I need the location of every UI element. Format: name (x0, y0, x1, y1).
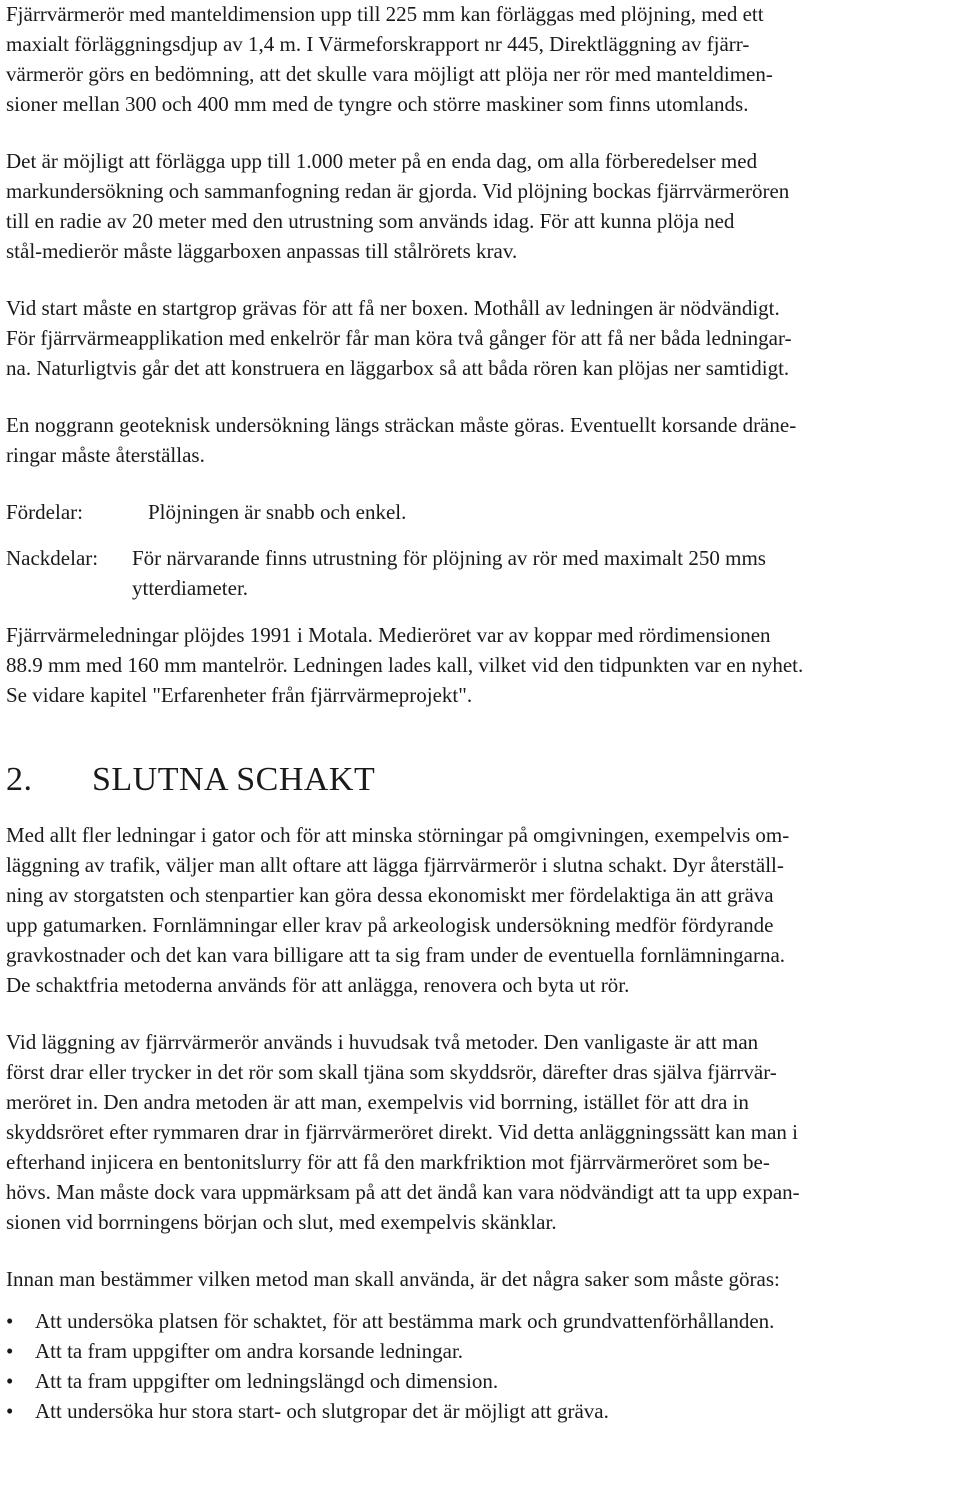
text-line: hövs. Man måste dock vara uppmärksam på att det ändå kan vara nödvändigt att ta upp expan- (6, 1180, 800, 1204)
disadvantages-row (6, 543, 954, 603)
advantages-term: Fördelar: (6, 500, 83, 524)
intro-paragraph (6, 0, 954, 119)
text-line: En noggrann geoteknisk undersökning längs sträckan måste göras. Eventuellt korsande dräne- (6, 413, 797, 437)
section-number: 2. (6, 761, 33, 798)
text-line: skyddsröret efter rymmaren drar in fjärrvärmeröret direkt. Vid detta anläggningssätt kan man i (6, 1120, 798, 1144)
text-line: För närvarande finns utrustning för plöjning av rör med maximalt 250 mms (132, 546, 766, 570)
text-line: Fjärrvärmeledningar plöjdes 1991 i Motala. Medieröret var av koppar med rördimensionen (6, 623, 771, 647)
geotechnical-paragraph (6, 410, 954, 470)
text-line: maxialt förläggningsdjup av 1,4 m. I Värmeforskrapport nr 445, Direktläggning av fjärr- (6, 32, 750, 56)
text-line: De schaktfria metoderna används för att anlägga, renovera och byta ut rör. (6, 973, 630, 997)
list-item (6, 1306, 954, 1336)
text-line: na. Naturligtvis går det att konstruera en läggarbox så att båda rören kan plöjas ner samtidigt. (6, 356, 790, 380)
closed-trench-paragraph (6, 820, 954, 1000)
list-item-text: Att ta fram uppgifter om andra korsande ledningar. (35, 1339, 464, 1363)
bullet-icon: • (6, 1339, 14, 1363)
text-line: Det är möjligt att förlägga upp till 1.000 meter på en enda dag, om alla förberedelser med (6, 149, 758, 173)
list-item-text: Att undersöka hur stora start- och slutgropar det är möjligt att gräva. (35, 1399, 609, 1423)
disadvantages-value (132, 543, 766, 603)
text-line: meröret in. Den andra metoden är att man, exempelvis vid borrning, istället för att dra in (6, 1090, 749, 1114)
text-line: läggning av trafik, väljer man allt oftare att lägga fjärrvärmerör i slutna schakt. Dyr återställ- (6, 853, 784, 877)
section-heading (6, 760, 954, 800)
list-item-text: Att undersöka platsen för schaktet, för att bestämma mark och grundvattenförhållanden. (35, 1309, 775, 1333)
text-line: Se vidare kapitel "Erfarenheter från fjärrvärmeprojekt". (6, 683, 473, 707)
text-line: ytterdiameter. (132, 576, 249, 600)
text-line: sionen vid borrningens början och slut, med exempelvis skänklar. (6, 1210, 557, 1234)
section-title: SLUTNA SCHAKT (92, 761, 376, 798)
text-line: ringar måste återställas. (6, 443, 205, 467)
text-line: stål-medierör måste läggarboxen anpassas till stålrörets krav. (6, 239, 518, 263)
text-line: värmerör görs en bedömning, att det skulle vara möjligt att plöja ner rör med manteldimen- (6, 62, 773, 86)
list-item-text: Att ta fram uppgifter om ledningslängd och dimension. (35, 1369, 499, 1393)
text-line: För fjärrvärmeapplikation med enkelrör får man köra två gånger för att få ner båda ledningar- (6, 326, 792, 350)
text-line: efterhand injicera en bentonitslurry för att få den markfriktion mot fjärrvärmeröret som be- (6, 1150, 770, 1174)
bullet-icon: • (6, 1309, 14, 1333)
preparation-list (6, 1306, 954, 1426)
list-item (6, 1396, 954, 1426)
methods-paragraph (6, 1027, 954, 1237)
text-line: sioner mellan 300 och 400 mm med de tyngre och större maskiner som finns utomlands. (6, 92, 749, 116)
text-line: till en radie av 20 meter med den utrustning som används idag. För att kunna plöja ned (6, 209, 735, 233)
text-line: Med allt fler ledningar i gator och för att minska störningar på omgivningen, exempelvis om- (6, 823, 790, 847)
capacity-paragraph (6, 146, 954, 266)
bullet-icon: • (6, 1369, 14, 1393)
list-item (6, 1366, 954, 1396)
advantages-value: Plöjningen är snabb och enkel. (148, 500, 407, 524)
text-line: Innan man bestämmer vilken metod man skall använda, är det några saker som måste göras: (6, 1267, 780, 1291)
text-line: Vid start måste en startgrop grävas för att få ner boxen. Mothåll av ledningen är nödvändigt. (6, 296, 780, 320)
list-item (6, 1336, 954, 1366)
startgrop-paragraph (6, 293, 954, 383)
preparation-paragraph (6, 1264, 954, 1294)
text-line: Vid läggning av fjärrvärmerör används i huvudsak två metoder. Den vanligaste är att man (6, 1030, 759, 1054)
text-line: gravkostnader och det kan vara billigare att ta sig fram under de eventuella fornlämningarna. (6, 943, 786, 967)
disadvantages-term: Nackdelar: (6, 546, 99, 570)
text-line: ning av storgatsten och stenpartier kan göra dessa ekonomiskt mer fördelaktiga än att gräva (6, 883, 774, 907)
text-line: Fjärrvärmerör med manteldimension upp till 225 mm kan förläggas med plöjning, med ett (6, 2, 764, 26)
text-line: 88.9 mm med 160 mm mantelrör. Ledningen lades kall, vilket vid den tidpunkten var en nyhet. (6, 653, 804, 677)
bullet-icon: • (6, 1399, 14, 1423)
text-line: upp gatumarken. Fornlämningar eller krav på arkeologisk undersökning medför fördyrande (6, 913, 774, 937)
text-line: markundersökning och sammanfogning redan är gjorda. Vid plöjning bockas fjärrvärmerören (6, 179, 790, 203)
motala-paragraph (6, 620, 954, 710)
advantages-row (6, 497, 954, 527)
document-page (6, 0, 954, 1426)
text-line: först drar eller trycker in det rör som skall tjäna som skyddsrör, därefter dras själva fjärrvär- (6, 1060, 777, 1084)
